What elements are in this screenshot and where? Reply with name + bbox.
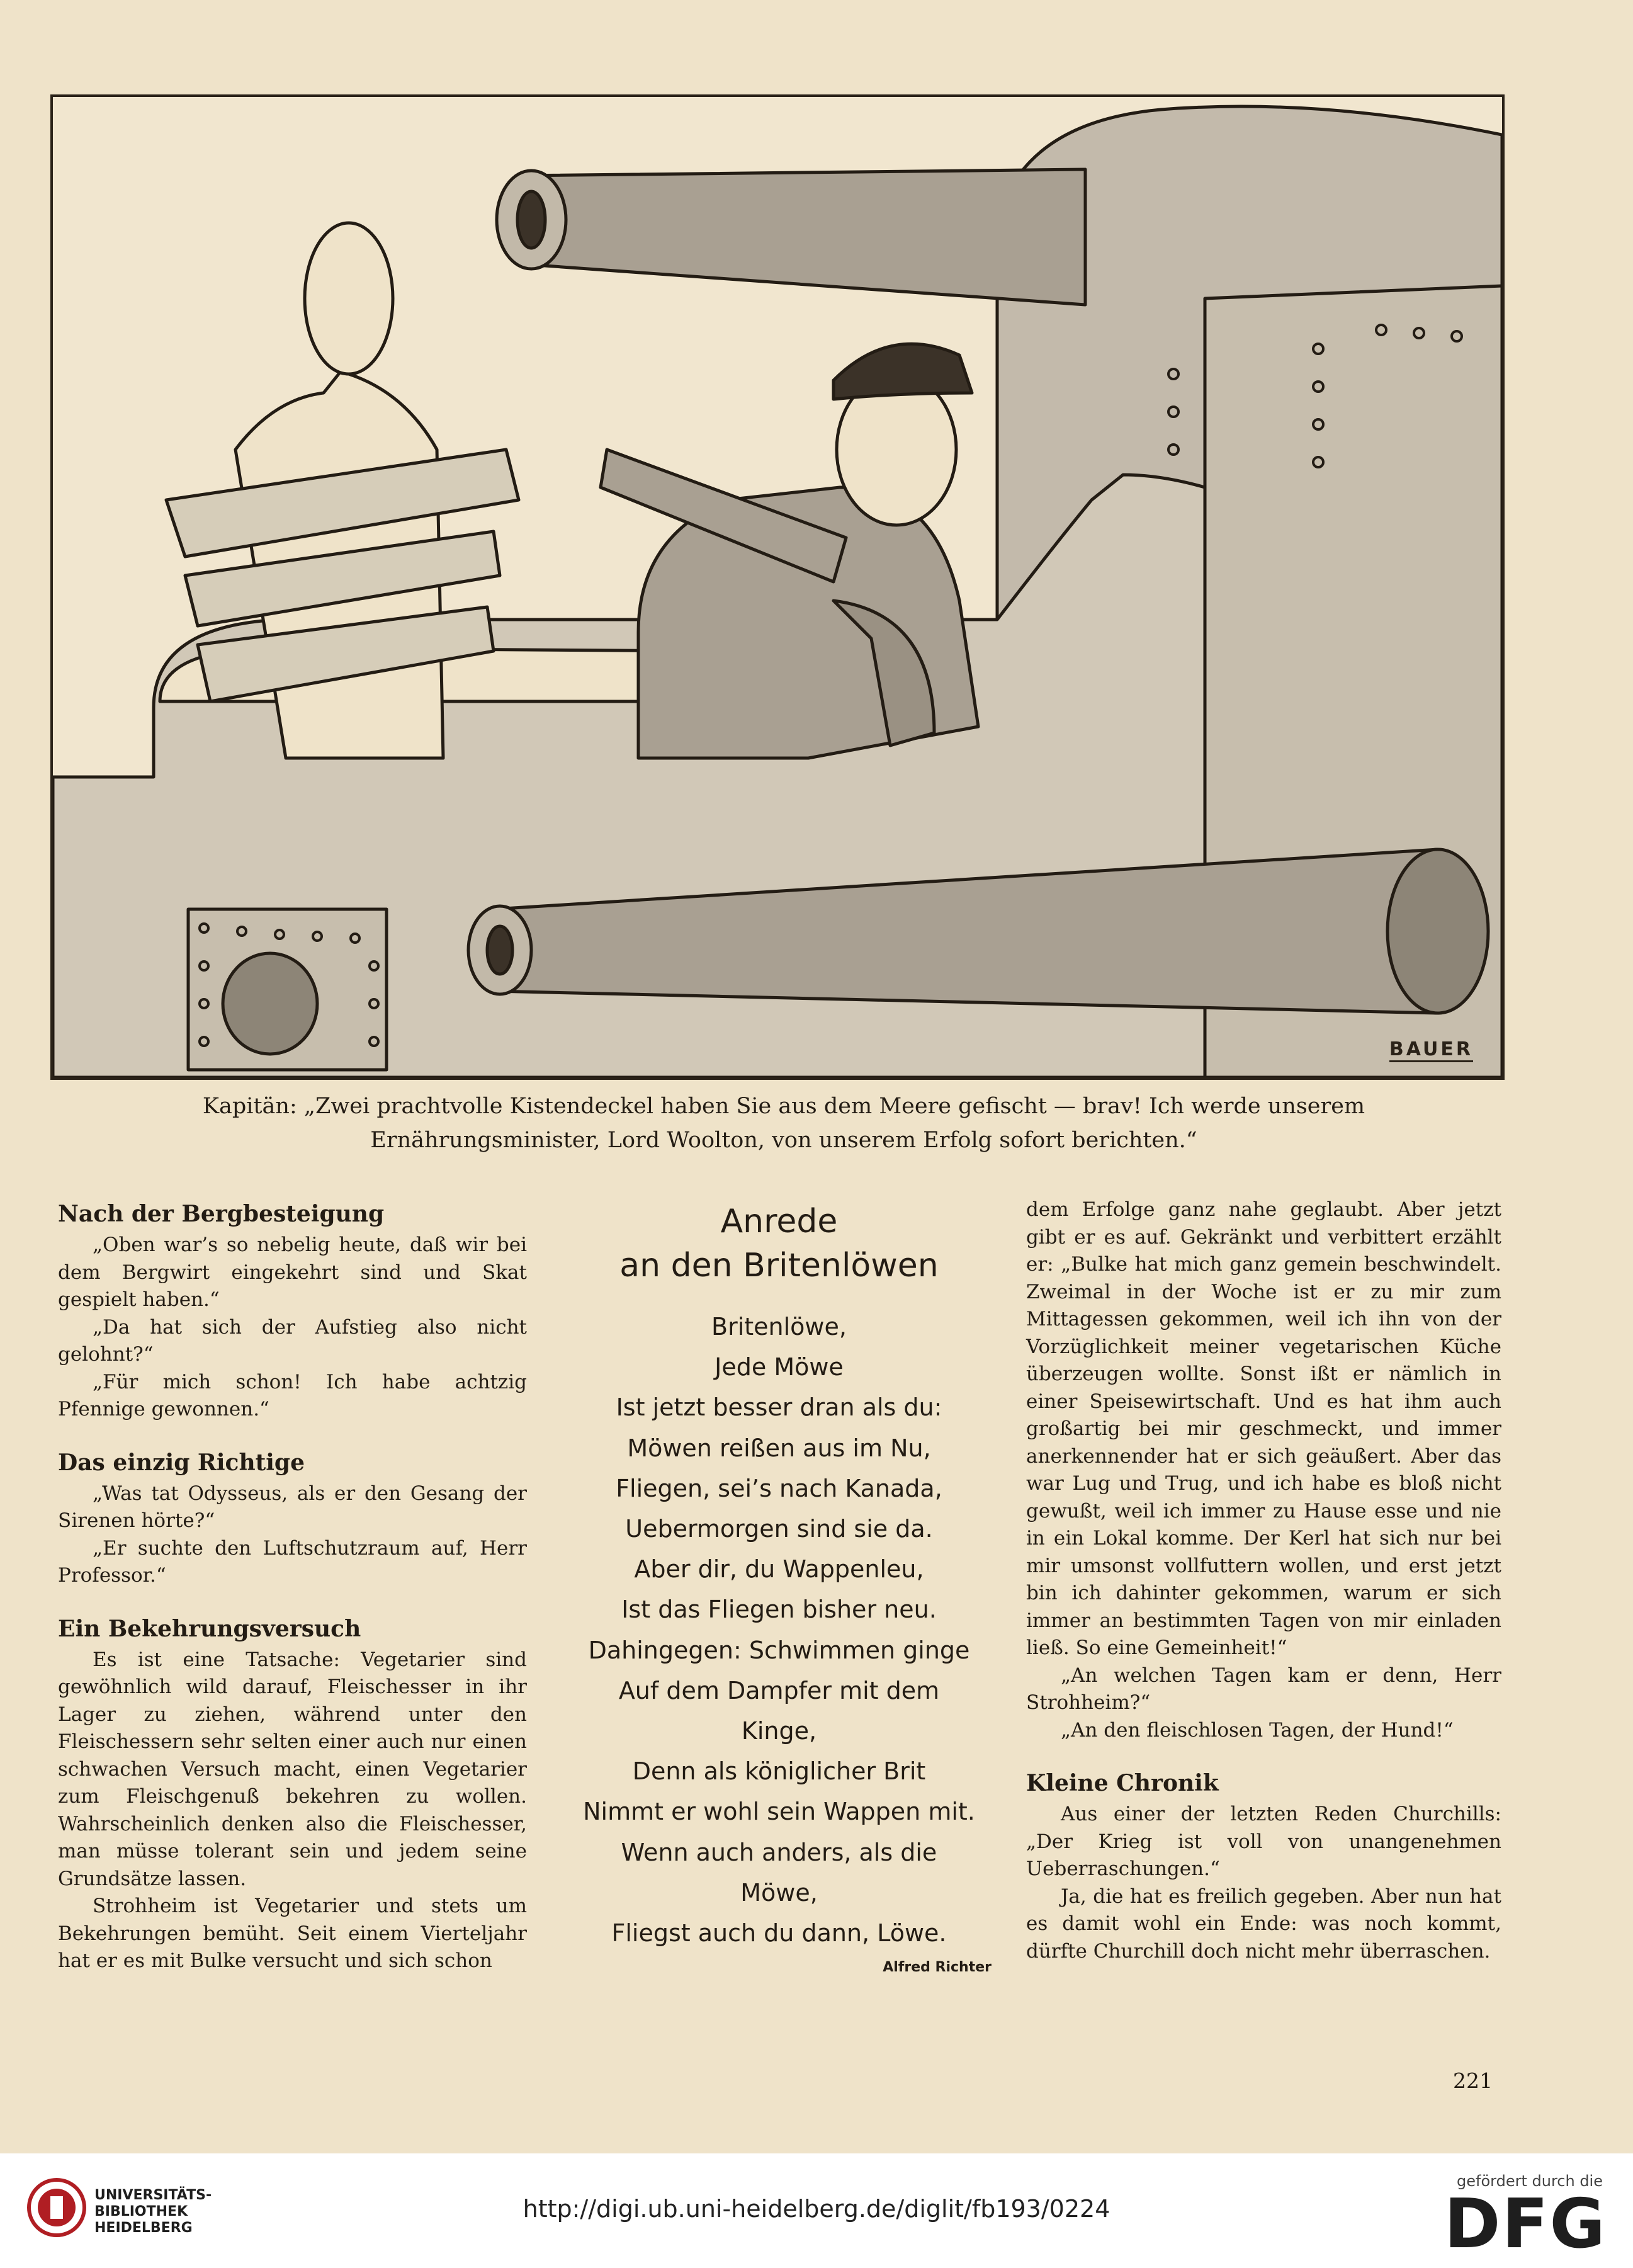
paragraph: „Da hat sich der Aufstieg also nicht gelohnt?“	[58, 1315, 527, 1366]
round-door	[223, 953, 317, 1054]
library-name: UNIVERSITÄTS- BIBLIOTHEK HEIDELBERG	[94, 2187, 212, 2236]
poem-line: Möwe,	[740, 1878, 818, 1907]
right-column	[1026, 1196, 1501, 1965]
paragraph: Ja, die hat es freilich gegeben. Aber nun hat es damit wohl ein Ende: was noch kommt, dürfte Churchill doch nicht mehr überraschen.	[1026, 1885, 1501, 1963]
poem-line: Möwen reißen aus im Nu,	[627, 1434, 931, 1462]
artist-signature: BAUER	[1389, 1038, 1473, 1062]
poem-line: Auf dem Dampfer mit dem	[618, 1676, 940, 1704]
source-url-link[interactable]: http://digi.ub.uni-heidelberg.de/diglit/fb193/0224	[523, 2195, 1110, 2223]
poem-title-line-2: an den Britenlöwen	[619, 1247, 939, 1284]
heading-bekehrungsversuch: Ein Bekehrungsversuch	[58, 1615, 361, 1642]
paragraph: „Was tat Odysseus, als er den Gesang der Sirenen hörte?“	[58, 1482, 527, 1532]
left-column	[58, 1196, 527, 1975]
heading-einzig-richtige: Das einzig Richtige	[58, 1449, 305, 1476]
poem-line: Nimmt er wohl sein Wappen mit.	[583, 1798, 975, 1826]
caption-line-1: Kapitän: „Zwei prachtvolle Kistendeckel haben Sie aus dem Meere gefischt — brav! Ich werde unserem	[202, 1094, 1365, 1119]
sailor-head	[305, 223, 393, 374]
poem-line: Fliegst auch du dann, Löwe.	[611, 1919, 947, 1948]
poem-line: Jede Möwe	[715, 1353, 844, 1381]
poem-line: Britenlöwe,	[711, 1313, 847, 1341]
poem-line: Fliegen, sei’s nach Kanada,	[616, 1474, 942, 1502]
funding-text: gefördert durch die	[1457, 2172, 1603, 2190]
cartoon-drawing	[53, 97, 1502, 1077]
poem-author: Alfred Richter	[883, 1959, 992, 1976]
heading-bergbesteigung: Nach der Bergbesteigung	[58, 1201, 385, 1227]
poem-line: Denn als königlicher Brit	[632, 1757, 926, 1786]
cartoon-illustration	[50, 94, 1505, 1080]
paragraph: Aus einer der letzten Reden Churchills: „Der Krieg ist voll von unangenehmen Ueberraschungen.“	[1026, 1803, 1501, 1880]
poem-line: Uebermorgen sind sie da.	[625, 1515, 933, 1543]
paragraph: Es ist eine Tatsache: Vegetarier sind gewöhnlich wild darauf, Fleischesser in ihr Lager zu ziehen, während unter den Fleischessern sehr selten einer auch nur einen schwachen Versuch macht, einen Vegetarier zum Fleischgenuß bekehren zu wollen. Wahrscheinlich denken also die Fleischesser, man müsse tolerant sein und jedem seine Grundsätze lassen.	[58, 1648, 527, 1890]
paragraph: dem Erfolge ganz nahe geglaubt. Aber jetzt gibt er es auf. Gekränkt und verbittert erzählt er: „Bulke hat mich ganz gemein beschwindelt. Zweimal in der Woche ist er zu mir zum Mittagessen gekommen, weil ich ihn von der Vorzüglichkeit meiner vegetarischen Küche überzeugen wollte. Sonst ißt er nämlich in einer Speisewirtschaft. Und es hat ihm auch großartig bei mir geschmeckt, und immer anerkennender hat er sich geäußert. Aber das war Lug und Trug, und ich habe es bloß nicht gewußt, weil ich immer zu Hause esse und nie in ein Lokal komme. Der Kerl hat sich nur bei mir umsonst vollfuttern wollen, und erst jetzt bin ich dahinter gekommen, warum er sich immer an bestimmten Tagen von mir einladen ließ. So eine Gemeinheit!“	[1026, 1198, 1501, 1659]
caption-line-2: Ernährungsminister, Lord Woolton, von unserem Erfolg sofort berichten.“	[370, 1128, 1197, 1153]
cartoon-caption	[126, 1089, 1442, 1157]
paragraph: „An den fleischlosen Tagen, der Hund!“	[1061, 1718, 1454, 1742]
paragraph: „Für mich schon! Ich habe achtzig Pfennige gewonnen.“	[58, 1370, 527, 1420]
officer-cap	[833, 344, 972, 399]
heading-kleine-chronik: Kleine Chronik	[1026, 1770, 1219, 1796]
poem	[554, 1199, 1004, 1975]
paragraph: „Oben war’s so nebelig heute, daß wir bei dem Bergwirt eingekehrt sind und Skat gespielt haben.“	[58, 1233, 527, 1311]
paragraph: „Er suchte den Luftschutzraum auf, Herr Professor.“	[58, 1536, 527, 1587]
poem-line: Kinge,	[741, 1717, 817, 1745]
poem-line: Aber dir, du Wappenleu,	[634, 1555, 924, 1584]
poem-line: Dahingegen: Schwimmen ginge	[588, 1636, 970, 1664]
poem-line: Ist jetzt besser dran als du:	[616, 1393, 942, 1422]
paragraph: „An welchen Tagen kam er denn, Herr Strohheim?“	[1026, 1664, 1501, 1714]
poem-line: Ist das Fliegen bisher neu.	[621, 1596, 937, 1624]
dfg-logo: DFG	[1444, 2185, 1607, 2264]
page-number: 221	[1453, 2068, 1493, 2093]
poem-title-line-1: Anrede	[720, 1203, 838, 1240]
paragraph: Strohheim ist Vegetarier und stets um Bekehrungen bemüht. Seit einem Vierteljahr hat er es mit Bulke versucht und sich schon	[58, 1895, 527, 1972]
upper-cannon-barrel	[519, 169, 1085, 305]
poem-line: Wenn auch anders, als die	[621, 1838, 937, 1866]
poem-title	[554, 1199, 1004, 1288]
digitization-footer	[0, 2153, 1633, 2268]
